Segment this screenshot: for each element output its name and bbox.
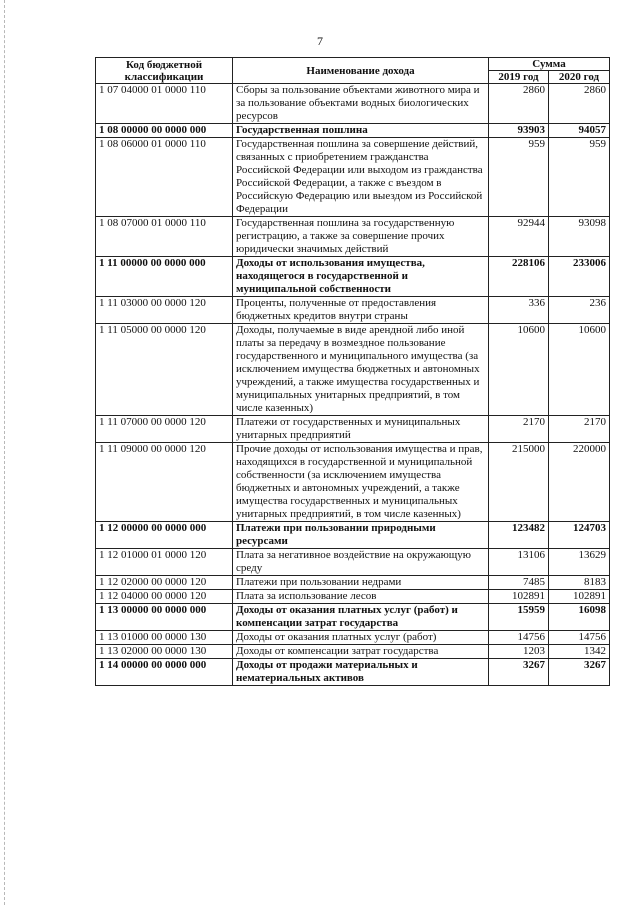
amount-2020-cell: 959 bbox=[549, 138, 610, 217]
budget-code-cell: 1 11 05000 00 0000 120 bbox=[96, 324, 233, 416]
budget-code-cell: 1 08 06000 01 0000 110 bbox=[96, 138, 233, 217]
amount-2019-cell: 93903 bbox=[489, 124, 549, 138]
binding-edge-line bbox=[4, 0, 5, 905]
header-name: Наименование дохода bbox=[233, 58, 489, 84]
amount-2020-cell: 16098 bbox=[549, 604, 610, 631]
amount-2020-cell: 220000 bbox=[549, 443, 610, 522]
table-row bbox=[96, 416, 610, 443]
revenue-name-cell: Платежи при пользовании недрами bbox=[233, 576, 489, 590]
revenue-table bbox=[95, 57, 610, 686]
revenue-name-cell: Доходы от компенсации затрат государства bbox=[233, 645, 489, 659]
revenue-name-cell: Доходы от оказания платных услуг (работ) bbox=[233, 631, 489, 645]
amount-2019-cell: 15959 bbox=[489, 604, 549, 631]
budget-code-cell: 1 12 00000 00 0000 000 bbox=[96, 522, 233, 549]
table-row bbox=[96, 217, 610, 257]
revenue-name-cell: Государственная пошлина за государственную регистрацию, а также за совершение прочих юридически значимых действий bbox=[233, 217, 489, 257]
budget-code-cell: 1 08 00000 00 0000 000 bbox=[96, 124, 233, 138]
budget-code-cell: 1 11 07000 00 0000 120 bbox=[96, 416, 233, 443]
table-row bbox=[96, 659, 610, 686]
revenue-name-cell: Платежи при пользовании природными ресурсами bbox=[233, 522, 489, 549]
header-sum: Сумма bbox=[489, 58, 610, 71]
budget-code-cell: 1 11 00000 00 0000 000 bbox=[96, 257, 233, 297]
table-row bbox=[96, 604, 610, 631]
amount-2020-cell: 8183 bbox=[549, 576, 610, 590]
revenue-name-cell: Государственная пошлина bbox=[233, 124, 489, 138]
table-row bbox=[96, 297, 610, 324]
revenue-name-cell: Плата за использование лесов bbox=[233, 590, 489, 604]
amount-2020-cell: 236 bbox=[549, 297, 610, 324]
revenue-name-cell: Плата за негативное воздействие на окружающую среду bbox=[233, 549, 489, 576]
table-row bbox=[96, 645, 610, 659]
amount-2019-cell: 336 bbox=[489, 297, 549, 324]
budget-code-cell: 1 13 02000 00 0000 130 bbox=[96, 645, 233, 659]
header-code: Код бюджетной классификации bbox=[96, 58, 233, 84]
amount-2019-cell: 1203 bbox=[489, 645, 549, 659]
table-row bbox=[96, 138, 610, 217]
budget-code-cell: 1 11 03000 00 0000 120 bbox=[96, 297, 233, 324]
amount-2020-cell: 1342 bbox=[549, 645, 610, 659]
budget-code-cell: 1 07 04000 01 0000 110 bbox=[96, 84, 233, 124]
amount-2019-cell: 7485 bbox=[489, 576, 549, 590]
amount-2020-cell: 14756 bbox=[549, 631, 610, 645]
table-row bbox=[96, 576, 610, 590]
header-year-2020: 2020 год bbox=[549, 71, 610, 84]
budget-code-cell: 1 12 01000 01 0000 120 bbox=[96, 549, 233, 576]
budget-code-cell: 1 11 09000 00 0000 120 bbox=[96, 443, 233, 522]
table-row bbox=[96, 549, 610, 576]
amount-2019-cell: 123482 bbox=[489, 522, 549, 549]
budget-code-cell: 1 08 07000 01 0000 110 bbox=[96, 217, 233, 257]
table-row bbox=[96, 443, 610, 522]
amount-2020-cell: 2860 bbox=[549, 84, 610, 124]
amount-2020-cell: 2170 bbox=[549, 416, 610, 443]
amount-2019-cell: 2170 bbox=[489, 416, 549, 443]
amount-2019-cell: 959 bbox=[489, 138, 549, 217]
amount-2019-cell: 2860 bbox=[489, 84, 549, 124]
budget-code-cell: 1 12 02000 00 0000 120 bbox=[96, 576, 233, 590]
budget-code-cell: 1 13 01000 00 0000 130 bbox=[96, 631, 233, 645]
table-row bbox=[96, 124, 610, 138]
amount-2019-cell: 14756 bbox=[489, 631, 549, 645]
revenue-name-cell: Прочие доходы от использования имущества и прав, находящихся в государственной и муниципальной собственности (за исключением имущества бюджетных и автономных учреждений, а также имущества государственных и муниципальных унитарных предприятий, в том числе казенных) bbox=[233, 443, 489, 522]
amount-2019-cell: 10600 bbox=[489, 324, 549, 416]
table-row bbox=[96, 522, 610, 549]
amount-2020-cell: 93098 bbox=[549, 217, 610, 257]
header-year-2019: 2019 год bbox=[489, 71, 549, 84]
amount-2019-cell: 92944 bbox=[489, 217, 549, 257]
revenue-name-cell: Сборы за пользование объектами животного мира и за пользование объектами водных биологических ресурсов bbox=[233, 84, 489, 124]
table-header-row bbox=[96, 58, 610, 71]
amount-2020-cell: 102891 bbox=[549, 590, 610, 604]
revenue-name-cell: Доходы, получаемые в виде арендной либо иной платы за передачу в возмездное пользование государственного и муниципального имущества (за исключением имущества бюджетных и автономных учреждений, а также имущества государственных и муниципальных унитарных предприятий, в том числе казенных) bbox=[233, 324, 489, 416]
amount-2019-cell: 3267 bbox=[489, 659, 549, 686]
budget-code-cell: 1 14 00000 00 0000 000 bbox=[96, 659, 233, 686]
budget-code-cell: 1 13 00000 00 0000 000 bbox=[96, 604, 233, 631]
revenue-name-cell: Платежи от государственных и муниципальных унитарных предприятий bbox=[233, 416, 489, 443]
amount-2020-cell: 124703 bbox=[549, 522, 610, 549]
amount-2020-cell: 10600 bbox=[549, 324, 610, 416]
budget-code-cell: 1 12 04000 00 0000 120 bbox=[96, 590, 233, 604]
revenue-name-cell: Доходы от продажи материальных и нематериальных активов bbox=[233, 659, 489, 686]
revenue-name-cell: Проценты, полученные от предоставления бюджетных кредитов внутри страны bbox=[233, 297, 489, 324]
amount-2020-cell: 3267 bbox=[549, 659, 610, 686]
amount-2019-cell: 228106 bbox=[489, 257, 549, 297]
table-body bbox=[96, 84, 610, 686]
revenue-name-cell: Доходы от оказания платных услуг (работ) и компенсации затрат государства bbox=[233, 604, 489, 631]
table-row bbox=[96, 257, 610, 297]
amount-2019-cell: 102891 bbox=[489, 590, 549, 604]
table-row bbox=[96, 590, 610, 604]
revenue-name-cell: Государственная пошлина за совершение действий, связанных с приобретением гражданства Российской Федерации или выходом из гражданства Российской Федерации, а также с въездом в Российскую Федерацию или выездом из Российской Федерации bbox=[233, 138, 489, 217]
table-row bbox=[96, 84, 610, 124]
amount-2020-cell: 94057 bbox=[549, 124, 610, 138]
amount-2019-cell: 13106 bbox=[489, 549, 549, 576]
revenue-name-cell: Доходы от использования имущества, находящегося в государственной и муниципальной собственности bbox=[233, 257, 489, 297]
table-row bbox=[96, 324, 610, 416]
amount-2020-cell: 13629 bbox=[549, 549, 610, 576]
amount-2020-cell: 233006 bbox=[549, 257, 610, 297]
amount-2019-cell: 215000 bbox=[489, 443, 549, 522]
page-number: 7 bbox=[317, 34, 323, 48]
table-row bbox=[96, 631, 610, 645]
